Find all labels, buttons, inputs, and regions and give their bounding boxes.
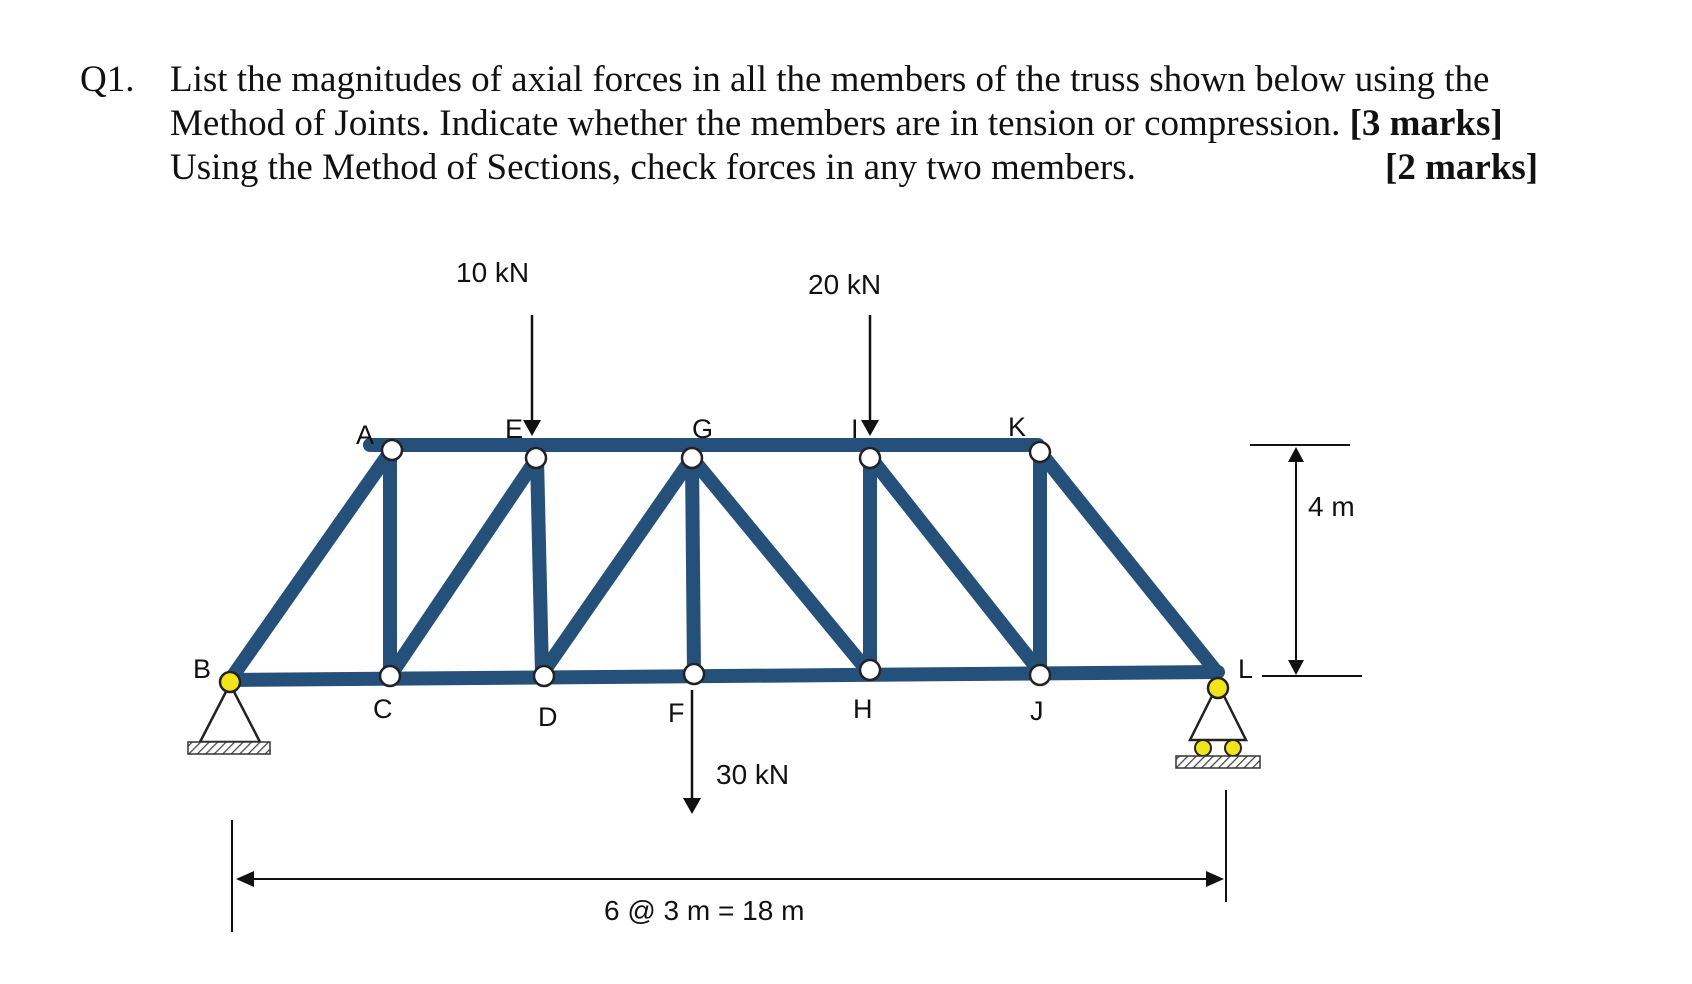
question-text-3: Using the Method of Sections, check forces in any two members. <box>170 147 1136 188</box>
joint-h <box>860 660 880 680</box>
member-gh <box>692 458 866 669</box>
joint-g <box>682 448 702 468</box>
span-label: 6 @ 3 m = 18 m <box>604 895 805 926</box>
marks-joints: [3 marks] <box>1349 103 1503 144</box>
load-label-f: 30 kN <box>716 759 790 790</box>
pin-b <box>220 672 240 692</box>
member-ce <box>390 458 537 676</box>
member-fg <box>692 458 694 674</box>
label-k: K <box>1008 412 1027 442</box>
member-kl <box>1040 452 1215 670</box>
question-text-1: List the magnitudes of axial forces in all the members of the truss shown below using the <box>170 59 1490 100</box>
member-dg <box>542 458 692 674</box>
member-de <box>537 458 542 674</box>
member-bottom-chord <box>230 672 1218 680</box>
joint-c <box>380 666 400 686</box>
height-label: 4 m <box>1308 491 1355 522</box>
truss-members <box>230 445 1218 680</box>
pin-l <box>1208 678 1228 698</box>
load-label-e: 10 kN <box>456 257 530 288</box>
joint-f <box>684 664 704 684</box>
joint-d <box>534 666 554 686</box>
label-f: F <box>668 698 685 728</box>
label-b: B <box>193 654 212 684</box>
label-a: A <box>356 420 375 450</box>
label-g: G <box>692 414 714 444</box>
marks-sections: [2 marks] <box>1385 147 1539 188</box>
question-text-2-body: Method of Joints. Indicate whether the members are in tension or compression. <box>170 103 1341 144</box>
label-l: L <box>1238 654 1254 684</box>
label-d: D <box>538 702 558 732</box>
question-number: Q1. <box>80 59 135 100</box>
joint-a <box>382 440 402 460</box>
label-c: C <box>373 694 393 724</box>
joint-e <box>526 448 546 468</box>
member-ij <box>870 457 1040 672</box>
member-ab <box>230 452 390 680</box>
joint-j <box>1030 665 1050 685</box>
joint-k <box>1030 442 1050 462</box>
label-h: H <box>853 694 873 724</box>
label-e: E <box>505 414 524 444</box>
roller-support-l <box>1176 678 1260 768</box>
joint-i <box>860 448 880 468</box>
load-label-i: 20 kN <box>808 269 882 300</box>
height-dimension <box>1250 445 1362 676</box>
label-i: I <box>851 414 859 444</box>
label-j: J <box>1030 696 1044 726</box>
load-arrows <box>523 315 879 814</box>
